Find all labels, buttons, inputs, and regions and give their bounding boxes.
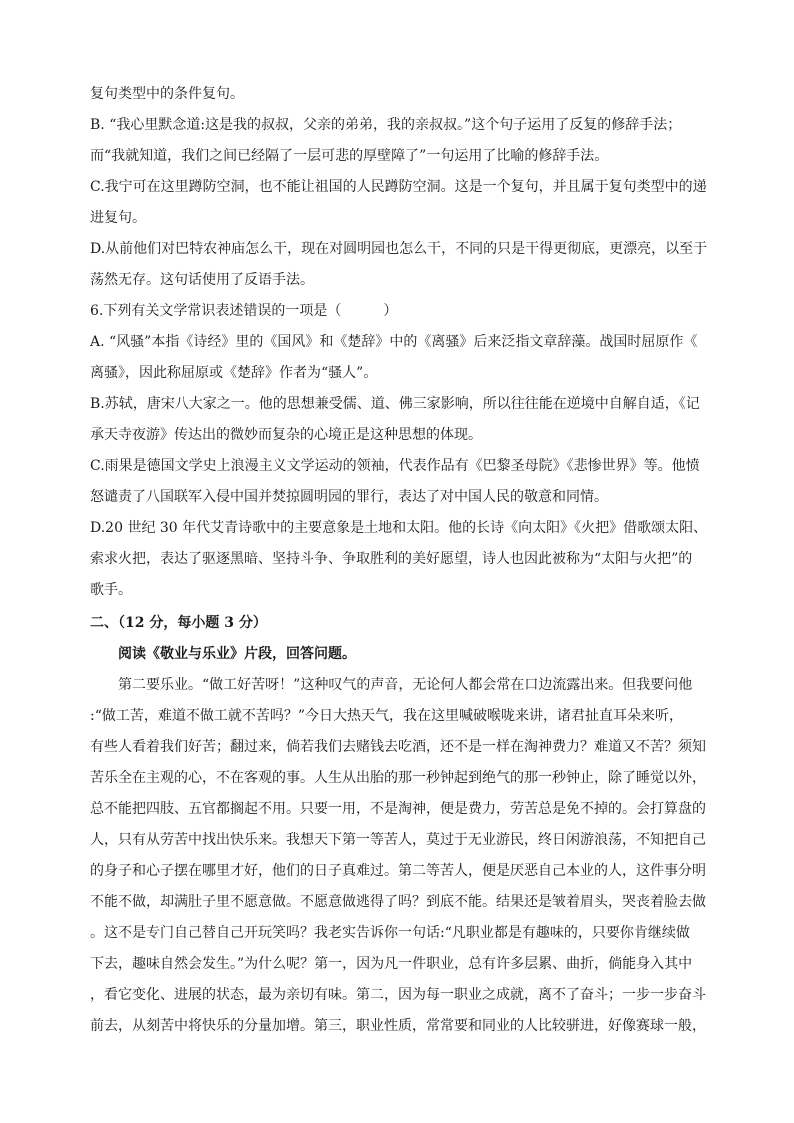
text-line: 索求火把，表达了驱逐黑暗、坚持斗争、争取胜利的美好愿望，诗人也因此被称为“太阳与火把”的 <box>90 551 693 567</box>
passage-line: 前去，从刻苦中将快乐的分量加增。第三，职业性质，常常要和同业的人比较骈进，好像赛球一般， <box>90 1018 706 1034</box>
passage-line: ，看它变化、进展的状态，最为亲切有味。第二，因为每一职业之成就，离不了奋斗；一步一步奋斗 <box>90 987 706 1003</box>
text-line: 复句类型中的条件复句。 <box>90 86 244 102</box>
passage-line: 苦乐全在主观的心，不在客观的事。人生从出胎的那一秒钟起到绝气的那一秒钟止，除了睡觉以外， <box>90 770 706 786</box>
passage-line: 有些人看着我们好苦；翻过来，倘若我们去赌钱去吃酒，还不是一样在淘神费力？难道又不苦？须知 <box>90 739 706 755</box>
passage-line: 总不能把四肢、五官都搁起不用。只要一用，不是淘神，便是费力，劳苦总是免不掉的。会打算盘的 <box>90 801 706 817</box>
passage-line: 的身子和心子摆在哪里才好，他们的日子真难过。第二等苦人，便是厌恶自己本业的人，这件事分明 <box>90 863 706 879</box>
question-6-stem: 6.下列有关文学常识表述错误的一项是（ ） <box>90 303 398 319</box>
reading-instruction: 阅读《敬业与乐业》片段，回答问题。 <box>118 646 356 662</box>
text-line: C.我宁可在这里蹲防空洞，也不能让祖国的人民蹲防空洞。这是一个复句，并且属于复句类型中的递 <box>90 179 707 195</box>
text-line: 荡然无存。这句话使用了反语手法。 <box>90 272 314 288</box>
section-two-heading: 二、（12 分，每小题 3 分） <box>90 615 267 631</box>
passage-line: 不能不做，却满肚子里不愿意做。不愿意做逃得了吗？到底不能。结果还是皱着眉头，哭丧着脸去做 <box>90 894 706 910</box>
text-line: D.从前他们对巴特农神庙怎么干，现在对圆明园也怎么干，不同的只是干得更彻底，更漂亮，以至于 <box>90 241 708 257</box>
option-a: A. “风骚”本指《诗经》里的《国风》和《楚辞》中的《离骚》后来泛指文章辞藻。战国时屈原作《 <box>90 334 698 350</box>
text-line: 进复句。 <box>90 210 146 226</box>
passage-line: :“做工苦，难道不做工就不苦吗？”今日大热天气，我在这里喊破喉咙来讲，诸君扯直耳朵来听， <box>90 708 684 724</box>
option-d: D.20 世纪 30 年代艾青诗歌中的主要意象是土地和太阳。他的长诗《向太阳》《火把》借歌颂太阳、 <box>90 520 708 536</box>
text-line: 歌手。 <box>90 582 132 598</box>
text-line: 承天寺夜游》传达出的微妙而复杂的心境正是这种思想的体现。 <box>90 427 482 443</box>
text-line: 怒谴责了八国联军入侵中国并焚掠圆明园的罪行，表达了对中国人民的敬意和同情。 <box>90 489 608 505</box>
option-c: C.雨果是德国文学史上浪漫主义文学运动的领袖，代表作品有《巴黎圣母院》《悲惨世界》等。他愤 <box>90 458 700 474</box>
text-line: B. “我心里默念道:这是我的叔叔，父亲的弟弟，我的亲叔叔。”这个句子运用了反复的修辞手法； <box>90 117 682 133</box>
option-b: B.苏轼，唐宋八大家之一。他的思想兼受儒、道、佛三家影响，所以往往能在逆境中自解自适，《记 <box>90 396 700 412</box>
text-line: 离骚》，因此称屈原或《楚辞》作者为“骚人”。 <box>90 365 378 381</box>
passage-line: 人，只有从劳苦中找出快乐来。我想天下第一等苦人，莫过于无业游民，终日闲游浪荡，不知把自己 <box>90 832 706 848</box>
passage-line: 下去，趣味自然会发生。”为什么呢？第一，因为凡一件职业，总有许多层累、曲折，倘能身入其中 <box>90 956 693 972</box>
passage-line: 。这不是专门自己替自己开玩笑吗？我老实告诉你一句话:“凡职业都是有趣味的，只要你肯继续做 <box>90 925 690 941</box>
text-line: 而“我就知道，我们之间已经隔了一层可悲的厚壁障了”一句运用了比喻的修辞手法。 <box>90 148 609 164</box>
passage-line: 第二要乐业。“做工好苦呀！”这种叹气的声音，无论何人都会常在口边流露出来。但我要问他 <box>118 677 693 693</box>
